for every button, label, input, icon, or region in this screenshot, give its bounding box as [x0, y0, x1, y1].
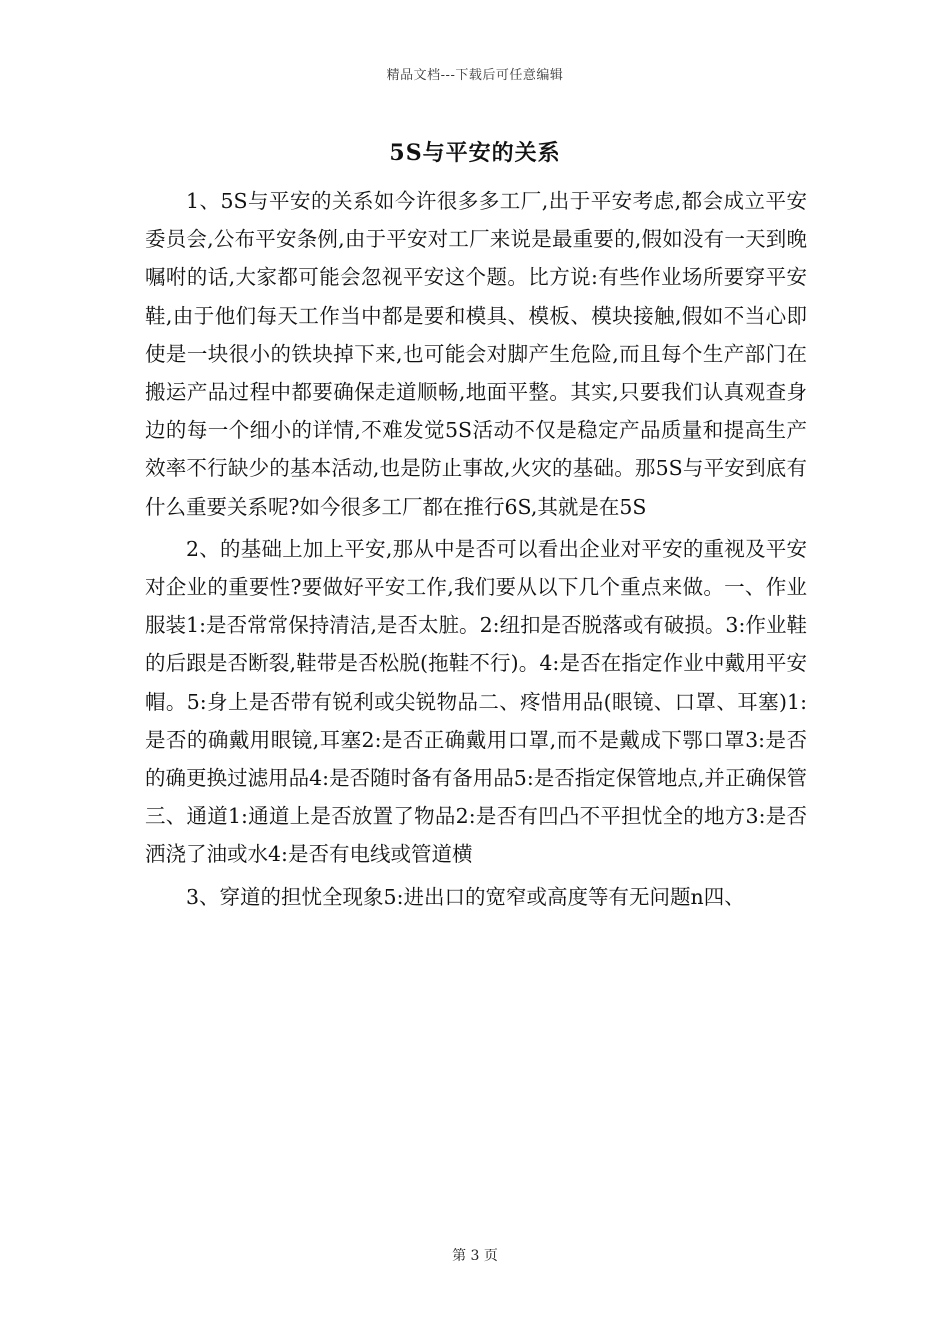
page-header: 精品文档---下载后可任意编辑	[386, 68, 564, 83]
document-title: 5S与平安的关系	[389, 140, 561, 166]
paragraph-3: 3、穿道的担忧全现象5:进出口的宽窄或高度等有无问题n四、	[186, 884, 745, 909]
document-body	[145, 182, 807, 920]
page-number: 第 3 页	[452, 1248, 498, 1264]
paragraph-1: 1、5S与平安的关系如今许很多多工厂,出于平安考虑,都会成立平安委员会,公布平安条例,由于平安对工厂来说是最重要的,假如没有一天到晚嘱咐的话,大家都可能会忽视平安这个题。比方说:有些作业场所要穿平安鞋,由于他们每天工作当中都是要和模具、模板、模块接触,假如不当心即使是一块很小的铁块掉下来,也可能会对脚产生危险,而且每个生产部门在搬运产品过程中都要确保走道顺畅,地面平整。其实,只要我们认真观查身边的每一个细小的详情,不难发觉5S活动不仅是稳定产品质量和提高生产效率不行缺少的基本活动,也是防止事故,火灾的基础。那5S与平安到底有什么重要关系呢?如今很多工厂都在推行6S,其就是在5S	[145, 189, 807, 519]
paragraph-2: 2、的基础上加上平安,那从中是否可以看出企业对平安的重视及平安对企业的重要性?要做好平安工作,我们要从以下几个重点来做。一、作业服装1:是否常常保持清洁,是否太脏。2:纽扣是否脱落或有破损。3:作业鞋的后跟是否断裂,鞋带是否松脱(拖鞋不行)。4:是否在指定作业中戴用平安帽。5:身上是否带有锐利或尖锐物品二、疼惜用品(眼镜、口罩、耳塞)1:是否的确戴用眼镜,耳塞2:是否正确戴用口罩,而不是戴成下鄂口罩3:是否的确更换过滤用品4:是否随时备有备用品5:是否指定保管地点,并正确保管三、通道1:通道上是否放置了物品2:是否有凹凸不平担忧全的地方3:是否洒浇了油或水4:是否有电线或管道横	[145, 536, 807, 867]
